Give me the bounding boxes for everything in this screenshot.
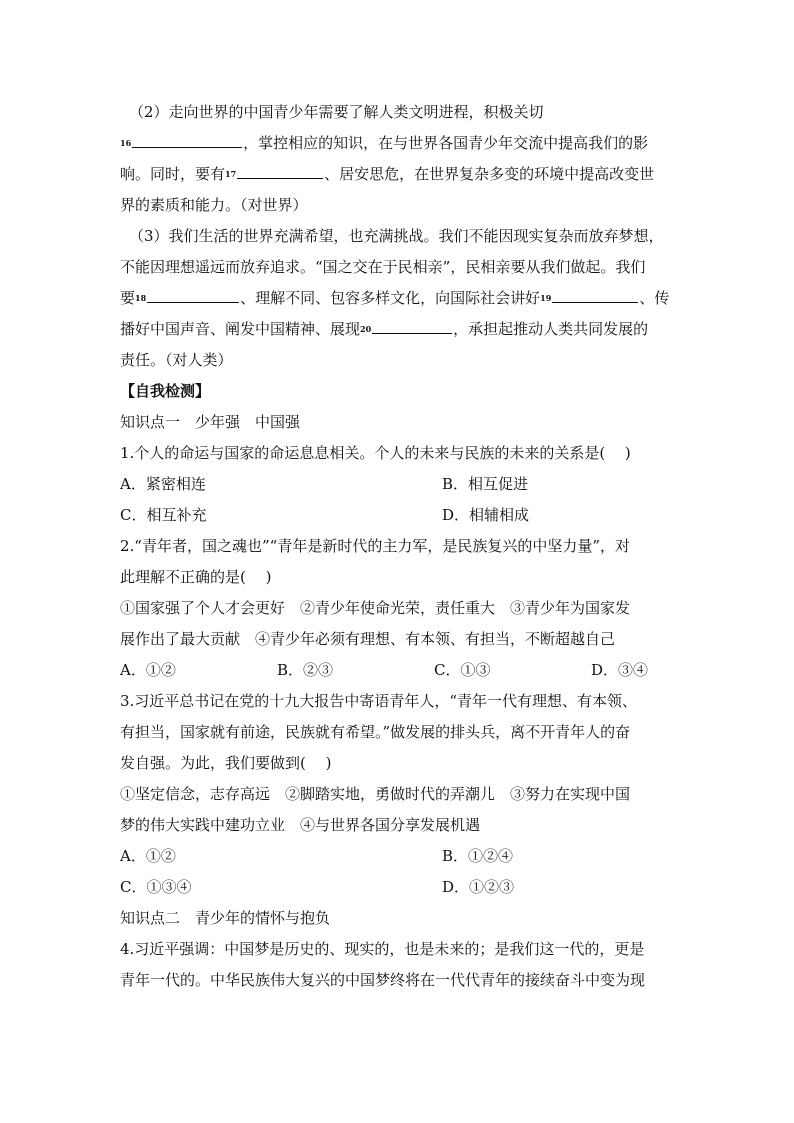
- paragraph-3-line-4-text-a: 播好中国声音、阐发中国精神、展现: [120, 320, 361, 338]
- paragraph-2-line-3-text-a: 响。同时，要有: [120, 165, 226, 183]
- paragraph-3-line-1: （3）我们生活的世界充满希望，也充满挑战。我们不能因现实复杂而放弃梦想，: [129, 227, 664, 245]
- paragraph-3-line-4-text-b: ，承担起推动人类共同发展的: [453, 320, 649, 338]
- question-2-statements-line-2: 展作出了最大贡献 ④青少年必须有理想、有本领、有担当，不断超越自己: [120, 630, 616, 648]
- question-3-options-row-1: [120, 841, 680, 872]
- question-1-options-row-1: [120, 469, 680, 500]
- question-1-option-b[interactable]: B．相互促进: [442, 475, 529, 493]
- knowledge-point-1-heading: 知识点一 少年强 中国强: [120, 413, 301, 431]
- question-1-options-row-2: [120, 500, 680, 531]
- paragraph-3-line-3-text-c: 、传: [639, 289, 670, 307]
- answer-blank-17[interactable]: [237, 161, 323, 179]
- question-3-option-c[interactable]: C．①③④: [120, 878, 192, 896]
- paragraph-2-line-3-text-b: 、居安思危，在世界复杂多变的环境中提高改变世: [324, 165, 655, 183]
- question-2-option-b[interactable]: B．②③: [277, 661, 334, 679]
- question-1-option-c[interactable]: C．相互补充: [120, 506, 207, 524]
- answer-blank-20[interactable]: [372, 316, 452, 334]
- answer-blank-18[interactable]: [147, 285, 239, 303]
- question-1-option-a[interactable]: A．紧密相连: [120, 475, 206, 493]
- paragraph-3-line-5: 责任。（对人类）: [120, 351, 233, 369]
- paragraph-2-line-3: [120, 159, 680, 190]
- knowledge-point-2-heading: 知识点二 青少年的情怀与抱负: [120, 909, 331, 927]
- question-2-option-d[interactable]: D．③④: [591, 661, 649, 679]
- question-3-option-b[interactable]: B．①②④: [442, 847, 514, 865]
- question-3-stem-line-3: 发自强。为此，我们要做到( ): [120, 754, 332, 772]
- answer-blank-19[interactable]: [552, 285, 638, 303]
- blank-marker-20: 20: [360, 324, 372, 334]
- question-2-stem-line-1: 2.“青年者，国之魂也”“青年是新时代的主力军，是民族复兴的中坚力量”，对: [120, 537, 630, 555]
- paragraph-2-line-4: 界的素质和能力。（对世界）: [120, 196, 308, 214]
- question-3-options-row-2: [120, 872, 680, 903]
- blank-marker-17: 17: [225, 169, 237, 179]
- question-2-option-a[interactable]: A．①②: [120, 661, 176, 679]
- section-heading-self-check: 【自我检测】: [120, 382, 211, 400]
- question-2-option-c[interactable]: C．①③: [434, 661, 491, 679]
- paragraph-3-line-3: [120, 283, 680, 314]
- question-4-stem-line-2: 青年一代的。中华民族伟大复兴的中国梦终将在一代代青年的接续奋斗中变为现: [120, 971, 646, 989]
- question-1-option-d[interactable]: D．相辅相成: [442, 506, 530, 524]
- blank-marker-19: 19: [540, 293, 552, 303]
- paragraph-2-line-2-text: ，掌控相应的知识，在与世界各国青少年交流中提高我们的影: [243, 134, 649, 152]
- blank-marker-16: 16: [120, 138, 132, 148]
- question-2-statements-line-1: ①国家强了个人才会更好 ②青少年使命光荣，责任重大 ③青少年为国家发: [120, 599, 631, 617]
- question-3-statements-line-1: ①坚定信念，志存高远 ②脚踏实地，勇做时代的弄潮儿 ③努力在实现中国: [120, 785, 631, 803]
- document-body: [120, 97, 680, 996]
- question-2-stem-line-2: 此理解不正确的是( ): [120, 568, 272, 586]
- paragraph-3-line-2: 不能因理想遥远而放弃追求。“国之交在于民相亲”，民相亲要从我们做起。我们: [120, 258, 646, 276]
- paragraph-2-line-1: （2）走向世界的中国青少年需要了解人类文明进程，积极关切: [129, 103, 544, 121]
- paragraph-3-line-4: [120, 314, 680, 345]
- blank-marker-18: 18: [135, 293, 147, 303]
- paragraph-3-line-3-text-a: 要: [120, 289, 136, 307]
- question-2-options-row: [120, 655, 680, 686]
- question-4-stem-line-1: 4.习近平强调：中国梦是历史的、现实的，也是未来的；是我们这一代的，更是: [120, 940, 645, 958]
- paragraph-2-line-2: [120, 128, 680, 159]
- question-3-statements-line-2: 梦的伟大实践中建功立业 ④与世界各国分享发展机遇: [120, 816, 481, 834]
- question-1-stem: 1.个人的命运与国家的命运息息相关。个人的未来与民族的未来的关系是( ): [120, 444, 631, 462]
- question-3-option-a[interactable]: A．①②: [120, 847, 176, 865]
- paragraph-3-line-3-text-b: 、理解不同、包容多样文化，向国际社会讲好: [240, 289, 541, 307]
- question-3-stem-line-2: 有担当，国家就有前途，民族就有希望。”做发展的排头兵，离不开青年人的奋: [120, 723, 631, 741]
- answer-blank-16[interactable]: [132, 130, 242, 148]
- question-3-option-d[interactable]: D．①②③: [442, 878, 515, 896]
- question-3-stem-line-1: 3.习近平总书记在党的十九大报告中寄语青年人，“青年一代有理想、有本领、: [120, 692, 637, 710]
